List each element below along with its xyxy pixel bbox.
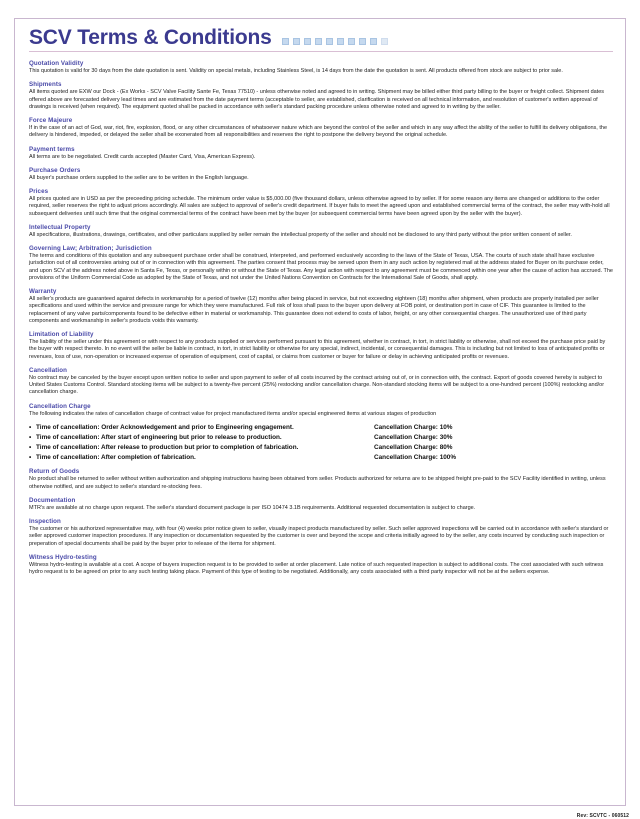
section-return-of-goods — [29, 468, 613, 491]
section-body: The liability of the seller under this agreement or with respect to any products supplied or services performed pursuant to this agreement, whether in contract, in tort, in strict liability or otherwise, shall not exceed the purchase price paid by the buyer with respect thereto. In no event will the seller be liable in contract, in tort, in strict liability or otherwise for any special, indirect, incidental, or consequential damages. This is including but not limited to loss of anticipated profits or revenues, loss of use, non-operation or increased expense of operation of equipment, cost of capital, or claims from customer or buyer for failure or delay in achieving anticipated profits or revenues. — [29, 339, 606, 360]
decorative-square-icon — [337, 38, 344, 45]
cancellation-charge-label: Time of cancellation: After start of engineering but prior to release to production. — [36, 433, 282, 441]
section-documentation — [29, 497, 613, 512]
section-body: The following indicates the rates of cancellation charge of contract value for project manufactured items and/or special engineered items at various stages of production — [29, 410, 437, 417]
cancellation-charge-value: Cancellation Charge: 10% — [374, 423, 453, 431]
section-heading: Cancellation — [29, 366, 67, 374]
section-heading: Inspection — [29, 518, 61, 526]
section-body: The terms and conditions of this quotation and any subsequent purchase order shall be construed, interpreted, and performed exclusively according to the laws of the State of Texas, USA. The courts of such state shall have exclusive jurisdiction out of all controversies arising out of or in connection with this agreement. The parties consent that process may be served upon them in any such action by registered mail at the address stated for Buyer on its purchase order, and upon SCV at the address noted above in Santa Fe, Texas, or personally within or without the State of Texas. Any legal action with respect to any agreement must be commenced within one year after the cause of action has accrued. The provisions of the Uniform Commercial Code as adopted by the State of Texas, and not under the United Nations Convention on Contracts for the International Sale of Goods, shall apply. — [29, 253, 613, 281]
section-payment-terms — [29, 146, 613, 161]
section-heading: Payment terms — [29, 145, 75, 153]
section-body: All specifications, illustrations, drawings, certificates, and other particulars supplied by seller remain the intellectual property of the seller and should not be disclosed to any third party without the prior written consent of seller. — [29, 231, 572, 238]
decorative-square-strip — [282, 38, 388, 48]
section-heading: Documentation — [29, 496, 76, 504]
section-body: This quotation is valid for 30 days from the date quotation is sent. Validity on special metals, including Stainless Steel, is 14 days from the date the quotation is sent. All products offered from stock are subject to prior sale. — [29, 68, 563, 74]
section-heading: Cancellation Charge — [29, 402, 91, 410]
cancellation-charge-row — [29, 433, 613, 443]
section-governing-law — [29, 245, 613, 282]
decorative-square-icon — [304, 38, 311, 45]
section-heading: Intellectual Property — [29, 223, 91, 231]
decorative-square-icon — [293, 38, 300, 45]
cancellation-charge-row — [29, 443, 613, 453]
section-warranty — [29, 288, 613, 325]
section-inspection — [29, 518, 613, 548]
section-heading: Warranty — [29, 288, 57, 295]
cancellation-charge-value: Cancellation Charge: 30% — [374, 433, 453, 441]
section-heading: Shipments — [29, 81, 62, 89]
cancellation-charge-label: Time of cancellation: After release to production but prior to completion of fabrication. — [36, 443, 299, 451]
footer-revision: Rev: SCVTC - 060512 — [576, 813, 629, 819]
section-heading: Witness Hydro-testing — [29, 553, 97, 561]
section-body: No product shall be returned to seller without written authorization and shipping instructions having been obtained from seller. Products authorized for returns are to be shipped freight pre-paid to the SCV Facility identified in writing, unless otherwise notified, and are subject to seller's standard re-stocking fees. — [29, 476, 606, 490]
section-cancellation — [29, 367, 613, 397]
section-body: The customer or his authorized representative may, with four (4) weeks prior notice given to seller, visually inspect products manufactured by seller. Such seller approved inspections will be carried out in accordance with seller's standard or seller approved customer inspection procedures. If any inspection or documentation requested by the customer is over and beyond the scope and criteria initially agreed to by the seller, any costs incurred by conducting such inspection or preperation of special documents shall be paid by the buyer prior to release of the items for shipment. — [29, 526, 609, 547]
page-title: SCV Terms & Conditions — [29, 26, 272, 49]
decorative-square-icon — [348, 38, 355, 45]
section-heading: Return of Goods — [29, 468, 80, 476]
section-body: If in the case of an act of God, war, riot, fire, explosion, flood, or any other circumstances of whatsoever nature which are beyond the control of the seller and which in any way affect the ability of the seller to fulfill its delivery obligations, the delivery is hindered, impeded, or delayed the seller shall be exonerated from all responsibilities and reserves the right to postpone the delivery beyond the original schedule. — [29, 125, 608, 139]
section-cancellation-charge — [29, 403, 613, 463]
bullet-icon: • — [29, 453, 32, 461]
document-title-row — [29, 27, 613, 52]
cancellation-charge-row — [29, 453, 613, 463]
section-body: All prices quoted are in USD as per the preceeding pricing schedule. The minimum order value is $5,000.00 (five thousand dollars, unless otherwise agreed to by seller. If for some reason any items are changed or additions to the order required, seller reserves the right to adjust prices accordingly. All sales are subject to approval of seller's credit department. If buyer fails to meet the agreed upon and established commercial terms of the contract, the seller may with-hold all subsequent deliveries until such time that the original commercial terms of the contract have been met by the buyer (or subsequent commercial terms have been agreed upon by the seller with the buyer). — [29, 196, 610, 217]
section-intellectual-property — [29, 224, 613, 239]
section-body: All items quoted are EXW our Dock - (Ex Works - SCV Valve Facility Sante Fe, Texas 77510) - unless otherwise noted and agreed to in writing. Shipment may be billed either third party billing to the buyer or freight collect. Shipment dates offered above are forecasted delivery lead times and are estimated from the date payment terms (acceptable to seller, are established, clarification is received on all technical information, and resolution of customer's written approval of drawings is received (when required). The equipment quoted shall be packed in accordance with seller's standard packing procedure unless otherwise noted and agreed to in writing by the seller. — [29, 89, 605, 110]
section-witness-hydro-testing — [29, 554, 613, 577]
page-frame — [14, 18, 629, 819]
decorative-square-icon — [370, 38, 377, 45]
decorative-square-icon — [315, 38, 322, 45]
section-heading: Limitation of Liability — [29, 331, 94, 338]
decorative-square-icon — [282, 38, 289, 45]
bullet-icon: • — [29, 443, 32, 451]
section-purchase-orders — [29, 167, 613, 182]
section-shipments — [29, 81, 613, 111]
cancellation-charge-row — [29, 423, 613, 433]
decorative-square-icon — [326, 38, 333, 45]
section-heading: Quotation Validity — [29, 60, 84, 67]
section-heading: Governing Law; Arbitration; Jurisdiction — [29, 245, 152, 252]
section-body: Witness hydro-testing is available at a cost. A scope of buyers inspection request is to be provided to seller at order placement. Late notice of such requested inspection is subject to additional costs. The cost associated with such witness hydro request is to be agreed on prior to any such testing taking place. Payment of this type of testing to be negotiated. Additionally, any costs associated with a third party inspector will not be at the sellers expense. — [29, 561, 604, 576]
section-force-majeure — [29, 117, 613, 140]
section-heading: Prices — [29, 188, 49, 195]
section-limitation-of-liability — [29, 331, 613, 361]
section-heading: Force Majeure — [29, 117, 73, 124]
section-body: No contract may be canceled by the buyer except upon written notice to seller and upon payment to seller of all costs incurred by the contract arising out of, or in connection with, the contract. Export of goods covered hereby is subject to United States Customs Control. Standard stocking items will be subject to a twenty-five percent (25%) restocking and/or cancellation charge. Non-standard stocking items will be subject to a one-hundred percent (100%) restocking and/or cancellation charge. — [29, 374, 605, 396]
cancellation-charge-label: Time of cancellation: Order Acknowledgement and prior to Engineering engagement. — [36, 423, 294, 431]
section-heading: Purchase Orders — [29, 166, 81, 174]
cancellation-charge-label: Time of cancellation: After completion of fabrication. — [36, 453, 196, 461]
section-body: All seller's products are guaranteed against defects in workmanship for a period of twelve (12) months after being placed in service, but not exceeding eighteen (18) months after shipment, when products are properly installed per seller specifications and used within the service and pressure range for which they were manufactured. Full risk of loss shall pass to the buyer upon delivery at FOB point, or destination port in case of CIF. This guarantee is limited to the replacement of any valve parts/components found to be defective either in material or workmanship. This guarantee does not extend to costs of labor, freight, or any other consequential charges. The unauthorized use of third party components and workmanship in seller's products voids this warranty. — [29, 296, 599, 324]
cancellation-charge-value: Cancellation Charge: 100% — [374, 453, 457, 461]
section-body: All buyer's purchase orders supplied to the seller are to be written in the English language. — [29, 174, 249, 181]
bullet-icon: • — [29, 423, 32, 431]
section-quotation-validity — [29, 60, 613, 75]
section-prices — [29, 188, 613, 218]
section-body: All terms are to be negotiated. Credit cards accepted (Master Card, Visa, American Express). — [29, 153, 256, 160]
bullet-icon: • — [29, 433, 32, 441]
cancellation-charge-value: Cancellation Charge: 80% — [374, 443, 453, 451]
cancellation-charge-list — [29, 423, 613, 463]
decorative-square-icon — [359, 38, 366, 45]
decorative-square-icon — [381, 38, 388, 45]
section-body: MTR's are available at no charge upon request. The seller's standard document package is per ISO 10474 3.1B requirements. Additional requested documentation is subject to charge. — [29, 504, 476, 511]
